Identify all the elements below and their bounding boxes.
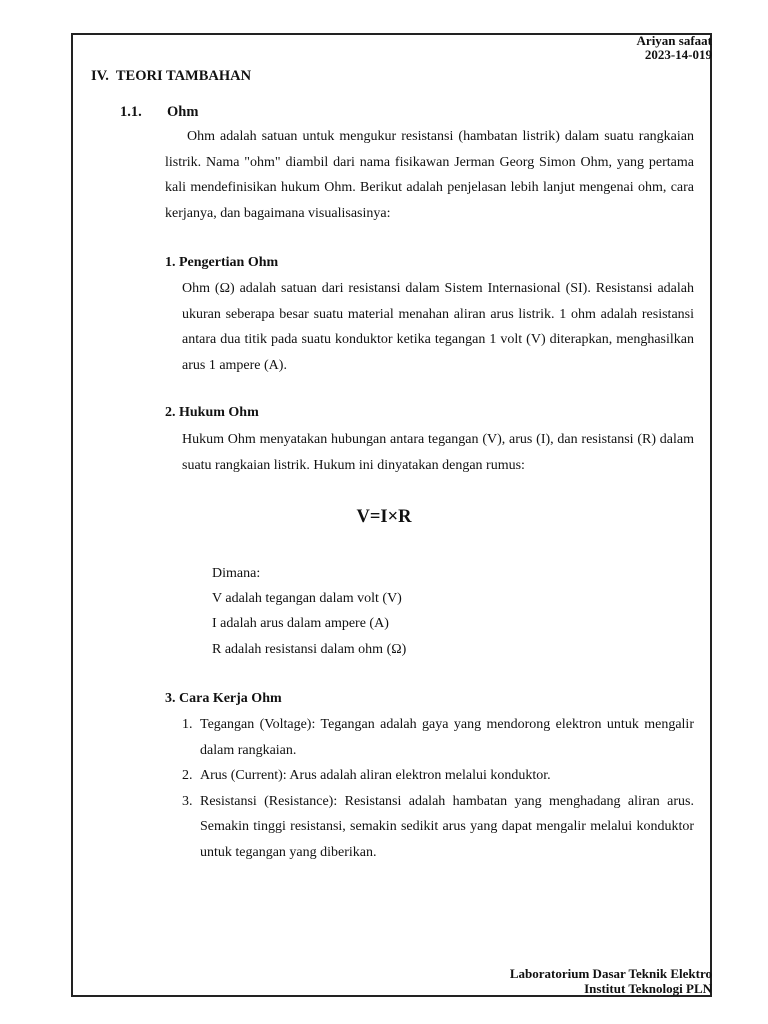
footer-institute: Institut Teknologi PLN: [584, 981, 712, 996]
part2-heading: 2. Hukum Ohm: [165, 405, 259, 420]
where-item-i: I adalah arus dalam ampere (A): [212, 616, 389, 632]
part3-list: [182, 712, 694, 865]
part3-heading: 3. Cara Kerja Ohm: [165, 691, 282, 706]
list-item: [182, 789, 694, 866]
list-item-text: Tegangan (Voltage): Tegangan adalah gaya yang mendorong elektron untuk mengalir dalam rangkaian.: [200, 717, 694, 758]
section-title: TEORI TAMBAHAN: [115, 68, 252, 84]
part2-body: Hukum Ohm menyatakan hubungan antara tegangan (V), arus (I), dan resistansi (R) dalam suatu rangkaian listrik. Hukum ini dinyatakan dengan rumus:: [182, 432, 694, 473]
list-item-number: 2.: [182, 768, 193, 783]
where-label: Dimana:: [212, 566, 261, 581]
list-item-number: 3.: [182, 793, 193, 809]
list-item: [182, 763, 694, 789]
section-heading: [91, 68, 251, 85]
page-footer: [510, 966, 712, 996]
page-header: [637, 34, 712, 62]
author-name: Ariyan safaat: [636, 33, 712, 48]
part1-heading: 1. Pengertian Ohm: [165, 255, 279, 270]
section-number: IV.: [91, 68, 109, 84]
where-item-v: V adalah tegangan dalam volt (V): [212, 591, 402, 607]
list-item-text: Resistansi (Resistance): Resistansi adalah hambatan yang menghadang aliran arus. Semakin tinggi resistansi, semakin sedikit arus yang dapat mengalir melalui konduktor untuk tegangan yang diberikan.: [200, 793, 694, 860]
part1-body: Ohm (Ω) adalah satuan dari resistansi dalam Sistem Internasional (SI). Resistansi adalah ukuran seberapa besar suatu material menahan aliran arus listrik. 1 ohm adalah resistansi antara dua titik pada suatu konduktor ketika tegangan 1 volt (V) diterapkan, menghasilkan arus 1 ampere (A).: [182, 281, 694, 373]
where-item-r: R adalah resistansi dalam ohm (Ω): [212, 641, 407, 657]
student-id: 2023-14-019: [644, 47, 712, 62]
formula-definitions: [212, 561, 406, 662]
subsection-number: 1.1.: [120, 104, 142, 120]
list-item: [182, 712, 694, 763]
list-item-number: 1.: [182, 717, 193, 732]
ohm-formula: V=I×R: [356, 507, 412, 527]
footer-lab: Laboratorium Dasar Teknik Elektro: [509, 966, 712, 981]
subsection-title: Ohm: [167, 104, 199, 120]
intro-paragraph: Ohm adalah satuan untuk mengukur resistansi (hambatan listrik) dalam suatu rangkaian listrik. Nama "ohm" diambil dari nama fisikawan Jerman Georg Simon Ohm, yang pertama kali mendefinisikan hukum Ohm. Berikut adalah penjelasan lebih lanjut mengenai ohm, cara kerjanya, dan bagaimana visualisasinya:: [165, 129, 694, 221]
list-item-text: Arus (Current): Arus adalah aliran elektron melalui konduktor.: [200, 768, 551, 783]
